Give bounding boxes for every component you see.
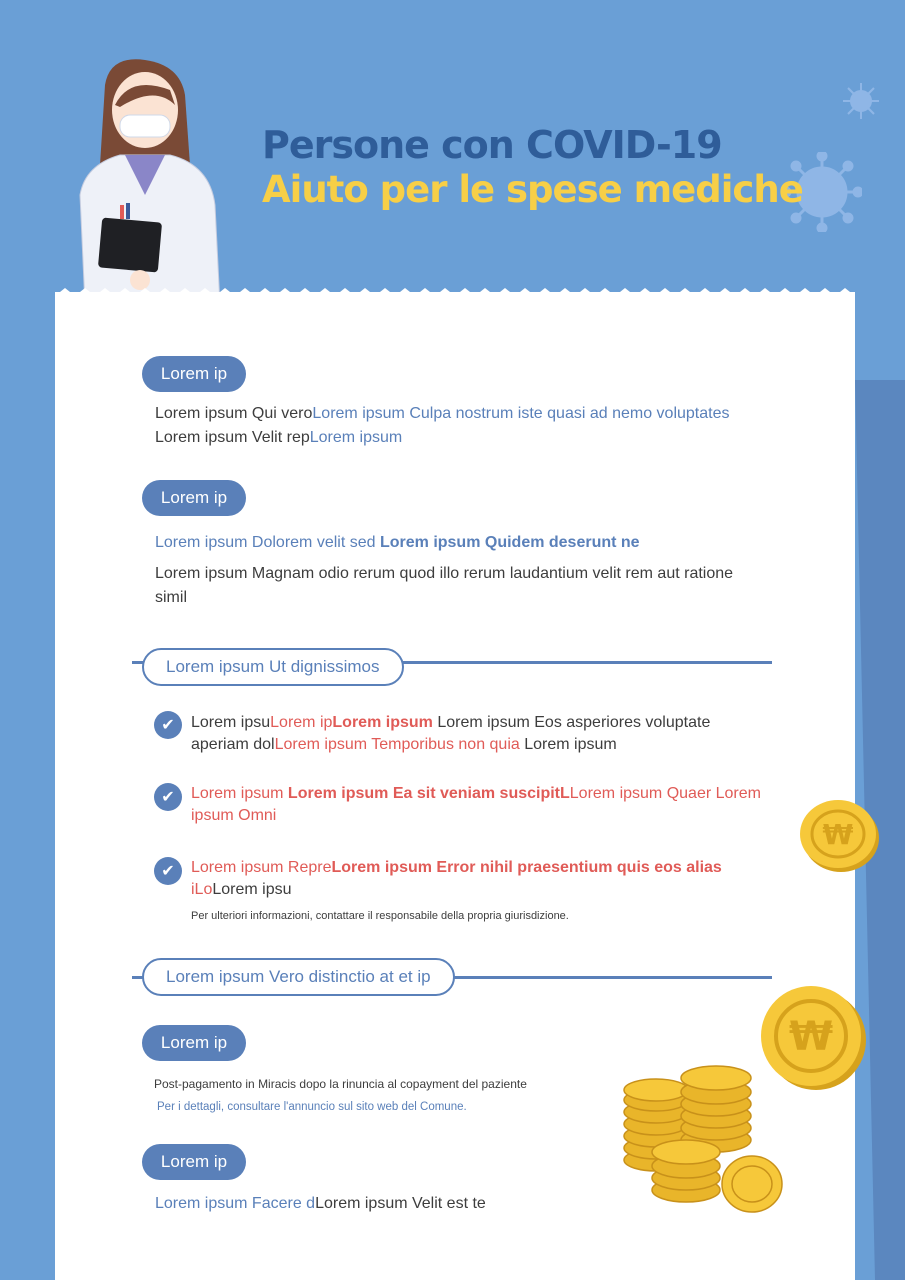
paragraph-1: Lorem ipsum Qui veroLorem ipsum Culpa nostrum iste quasi ad nemo voluptates Lorem ipsum Velit repLorem ipsum: [155, 405, 730, 446]
title-line-2: Aiuto per le spese mediche: [262, 168, 803, 211]
info-link-line: Per i dettagli, consultare l'annuncio sul sito web del Comune.: [157, 1101, 467, 1113]
check-icon: ✔: [154, 857, 182, 885]
footnote: Per ulteriori informazioni, contattare il responsabile della propria giurisdizione.: [191, 910, 569, 922]
paper-zigzag-edge: [55, 288, 855, 304]
svg-text:₩: ₩: [788, 1014, 834, 1060]
info-line: Post-pagamento in Miracis dopo la rinuncia al copayment del paziente: [154, 1077, 527, 1091]
svg-text:₩: ₩: [822, 818, 854, 851]
doctor-illustration: [60, 55, 230, 305]
title-line-1: Persone con COVID-19: [262, 123, 722, 167]
check-icon: ✔: [154, 783, 182, 811]
list-item-1: Lorem ipsuLorem ipLorem ipsum Lorem ipsum Eos asperiores voluptate aperiam dolLorem ipsum Temporibus non quia Lorem ipsum: [191, 714, 711, 753]
list-item-2: Lorem ipsum Lorem ipsum Ea sit veniam suscipitLLorem ipsum Quaer Lorem ipsum Omni: [191, 785, 761, 824]
section-heading-2: Lorem ipsum Vero distinctio at et ip: [142, 958, 455, 996]
subheading-2: Lorem ipsum Dolorem velit sed Lorem ipsum Quidem deserunt ne: [155, 534, 640, 551]
paragraph-final: Lorem ipsum Facere dLorem ipsum Velit est te: [155, 1195, 486, 1212]
page-title: [262, 122, 862, 212]
virus-icon: [840, 80, 882, 122]
label-pill: Lorem ip: [142, 1025, 246, 1061]
check-icon: ✔: [154, 711, 182, 739]
paragraph-2: Lorem ipsum Magnam odio rerum quod illo rerum laudantium velit rem aut ratione simil: [155, 565, 734, 606]
coin-stack-icon: [618, 1060, 788, 1220]
label-pill: Lorem ip: [142, 1144, 246, 1180]
coin-icon: [796, 796, 882, 876]
label-pill: Lorem ip: [142, 356, 246, 392]
label-pill: Lorem ip: [142, 480, 246, 516]
section-heading-1: Lorem ipsum Ut dignissimos: [142, 648, 404, 686]
list-item-3: Lorem ipsum RepreLorem ipsum Error nihil praesentium quis eos alias iLoLorem ipsu: [191, 859, 722, 898]
